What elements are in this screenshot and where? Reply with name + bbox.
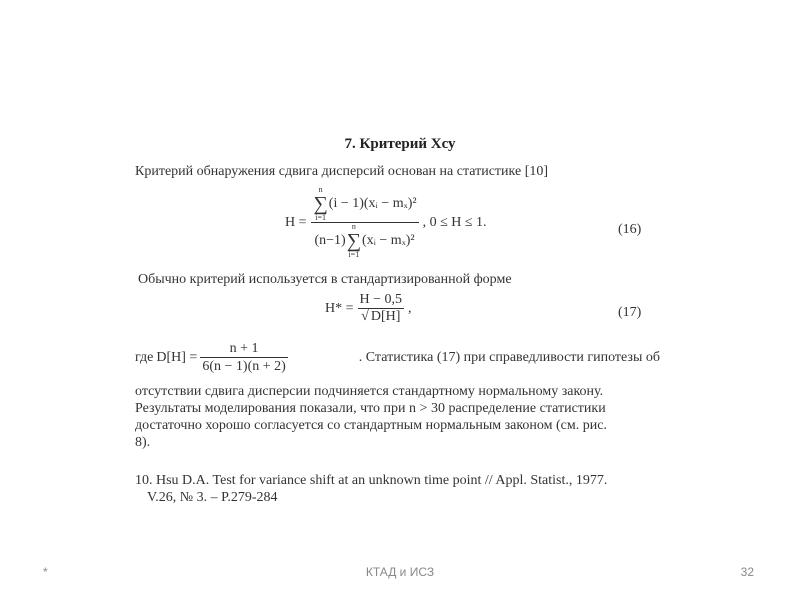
gde-rest: . Статистика (17) при справедливости гипотезы об (358, 350, 660, 365)
eq16-condition: , 0 ≤ H ≤ 1. (422, 214, 487, 230)
standardized-form-text: Обычно критерий используется в стандартизированной форме (138, 272, 512, 287)
eq16-lhs: H = (285, 214, 307, 230)
gde-word: где (135, 350, 154, 365)
gde-lhs: D[H] = (156, 350, 198, 365)
eq16-numerator: (i − 1)(xᵢ − mₓ)² (328, 196, 417, 211)
eq16-den-right: (xᵢ − mₓ)² (361, 233, 415, 248)
page-number: 32 (740, 565, 754, 579)
equation-17 (325, 292, 412, 325)
body-line: 8). (135, 435, 151, 450)
gde-denominator: 6(n − 1)(n + 2) (202, 359, 286, 374)
eq16-label: (16) (618, 222, 642, 237)
footer-marker: * (43, 565, 48, 579)
body-line: отсутствии сдвига дисперсии подчиняется стандартному нормальному закону. (135, 384, 604, 399)
body-paragraph (135, 383, 660, 451)
reference (135, 472, 607, 506)
eq17-label: (17) (618, 305, 642, 320)
eq16-num-sum: n ∑ i=1 (313, 185, 328, 222)
body-line: достаточно хорошо согласуется со стандартным нормальным законом (см. рис. (135, 418, 607, 433)
eq17-fraction: $\frac{H - 0,5}{√ D[H]}$ (359, 292, 403, 324)
intro-text: Критерий обнаружения сдвига дисперсий основан на статистике [10] (135, 164, 549, 179)
footer-course: КТАД и ИСЗ (365, 565, 435, 579)
eq16-den-left: (n−1) (314, 233, 346, 248)
body-line: Результаты моделирования показали, что при n > 30 распределение статистики (135, 401, 606, 416)
reference-line-2: V.26, № 3. – P.279-284 (147, 490, 278, 505)
eq17-tail: , (408, 300, 412, 316)
gde-fraction (200, 340, 287, 375)
equation-16 (285, 186, 487, 259)
reference-line-1: 10. Hsu D.A. Test for variance shift at an unknown time point // Appl. Statist., 1977. (135, 473, 608, 488)
eq17-denominator: D[H] (370, 309, 401, 324)
gde-numerator: n + 1 (229, 341, 259, 356)
eq16-den-sum: n ∑ i=1 (346, 222, 361, 259)
slide-title: 7. Критерий Хсу (344, 136, 456, 152)
eq17-lhs: H* = (325, 300, 354, 316)
eq16-fraction (311, 186, 419, 259)
eq17-numerator: H − 0,5 (359, 292, 403, 307)
variance-definition-line (135, 340, 660, 375)
